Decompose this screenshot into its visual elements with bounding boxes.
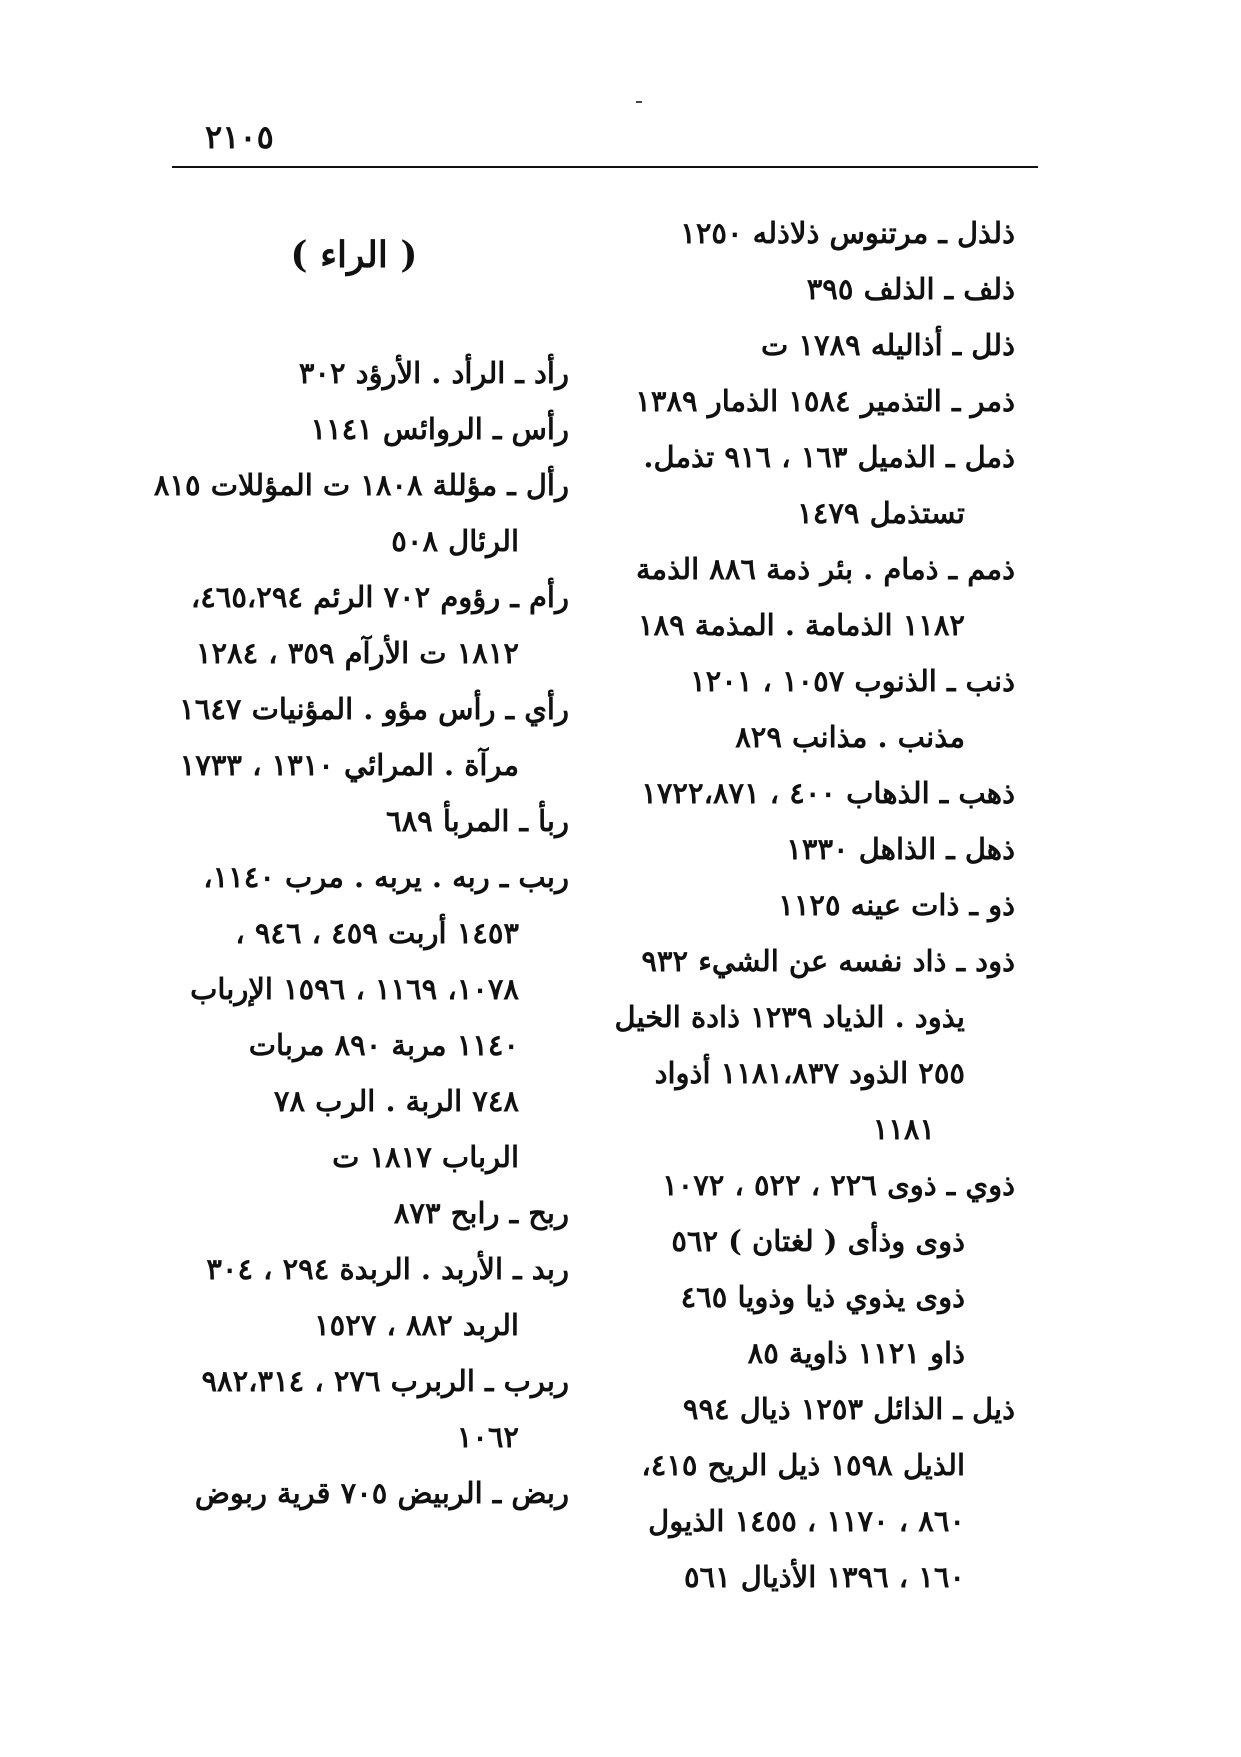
entry-line: ١٦٠ ، ١٣٩٦ الأذيال ٥٦١ bbox=[683, 1560, 965, 1594]
entry-line: الذيل ١٥٩٨ ذيل الريح ٤١٥، bbox=[641, 1448, 965, 1482]
right-column bbox=[585, 205, 1015, 1605]
entry-line: ربب ـ ربه . يربه . مرب ١١٤٠، bbox=[203, 860, 569, 894]
header-rule bbox=[172, 166, 1038, 168]
entry-line: رأي ـ رأس مؤو . المؤنيات ١٦٤٧ bbox=[179, 692, 569, 726]
entry-line: ١٤٥٣ أربت ٤٥٩ ، ٩٤٦ ، bbox=[235, 916, 519, 950]
entry-line: ذمر ـ التذمير ١٥٨٤ الذمار ١٣٨٩ bbox=[635, 384, 1015, 418]
entry-line: ذمل ـ الذميل ١٦٣ ، ٩١٦ تذمل. bbox=[643, 440, 1015, 474]
entry-line: ذاو ١١٢١ ذاوية ٨٥ bbox=[747, 1336, 965, 1370]
section-title: ( الراء ) bbox=[290, 234, 418, 276]
entry-line: رأل ـ مؤللة ١٨٠٨ ت المؤللات ٨١٥ bbox=[153, 468, 569, 502]
entry-line: ربض ـ الربيض ٧٠٥ قرية ربوض bbox=[194, 1476, 569, 1510]
entry-line: ذهب ـ الذهاب ٤٠٠ ، ١٧٢٢،٨٧١ bbox=[641, 776, 1015, 810]
entry-line: مرآة . المرائي ١٣١٠ ، ١٧٣٣ bbox=[179, 748, 519, 782]
entry-line: ربد ـ الأربد . الربدة ٢٩٤ ، ٣٠٤ bbox=[206, 1252, 569, 1286]
entry-line: الرباب ١٨١٧ ت bbox=[332, 1140, 519, 1174]
entry-line: رأس ـ الروائس ١١٤١ bbox=[310, 412, 569, 446]
entry-line: ذمم ـ ذمام . بئر ذمة ٨٨٦ الذمة bbox=[635, 552, 1015, 586]
stray-mark bbox=[636, 101, 642, 103]
entry-line: ذيل ـ الذائل ١٢٥٣ ذيال ٩٩٤ bbox=[682, 1392, 1015, 1426]
entry-line: ذوى وذأى ( لغتان ) ٥٦٢ bbox=[671, 1224, 965, 1258]
page-number: ٢١٠٥ bbox=[205, 118, 274, 156]
entry-line: ١١٤٠ مربة ٨٩٠ مربات bbox=[248, 1028, 519, 1062]
entry-line: ذلذل ـ مرتنوس ذلاذله ١٢٥٠ bbox=[680, 216, 1015, 250]
entry-line: ربأ ـ المربأ ٦٨٩ bbox=[386, 804, 569, 838]
entry-line: ٨٦٠ ، ١١٧٠ ، ١٤٥٥ الذيول bbox=[648, 1504, 965, 1538]
entry-line: ذهل ـ الذاهل ١٣٣٠ bbox=[786, 832, 1015, 866]
entry-line: ذلف ـ الذلف ٣٩٥ bbox=[806, 272, 1015, 306]
left-column bbox=[139, 205, 569, 1521]
entry-line: الرئال ٥٠٨ bbox=[391, 524, 519, 558]
entry-line: ١٨١٢ ت الأرآم ٣٥٩ ، ١٢٨٤ bbox=[195, 636, 519, 670]
entry-line: رأم ـ رؤوم ٧٠٢ الرئم ٤٦٥،٢٩٤، bbox=[190, 580, 569, 614]
entry-line: ذلل ـ أذاليله ١٧٨٩ ت bbox=[761, 328, 1015, 362]
entry-line: ٢٥٥ الذود ١١٨١،٨٣٧ أذواد bbox=[654, 1056, 965, 1090]
entry-line: ربرب ـ الربرب ٢٧٦ ، ٩٨٢،٣١٤ bbox=[201, 1364, 569, 1398]
entry-line: ذود ـ ذاد نفسه عن الشيء ٩٣٢ bbox=[641, 944, 1015, 978]
entry-line: ٧٤٨ الربة . الرب ٧٨ bbox=[273, 1084, 519, 1118]
entry-line: ١١٨٢ الذمامة . المذمة ١٨٩ bbox=[637, 608, 965, 642]
entry-line: ربح ـ رابح ٨٧٣ bbox=[393, 1196, 569, 1230]
entry-line: ذو ـ ذات عينه ١١٢٥ bbox=[778, 888, 1015, 922]
entry-line: ١١٨١ bbox=[872, 1112, 935, 1146]
entry-line: ١٠٦٢ bbox=[456, 1420, 519, 1454]
entry-line: ١٠٧٨، ١١٦٩ ، ١٥٩٦ الإرباب bbox=[190, 972, 519, 1006]
entry-line: ذنب ـ الذنوب ١٠٥٧ ، ١٢٠١ bbox=[690, 664, 1015, 698]
entry-line: الربد ٨٨٢ ، ١٥٢٧ bbox=[314, 1308, 519, 1342]
entry-line: رأد ـ الرأد . الأرؤد ٣٠٢ bbox=[298, 356, 569, 390]
entry-line: ذوي ـ ذوى ٢٢٦ ، ٥٢٢ ، ١٠٧٢ bbox=[662, 1168, 1015, 1202]
entry-line: ذوى يذوي ذيا وذويا ٤٦٥ bbox=[680, 1280, 965, 1314]
entry-line: تستذمل ١٤٧٩ bbox=[797, 496, 965, 530]
entry-line: مذنب . مذانب ٨٢٩ bbox=[735, 720, 965, 754]
entry-line: يذود . الذياد ١٢٣٩ ذادة الخيل bbox=[614, 1000, 965, 1034]
